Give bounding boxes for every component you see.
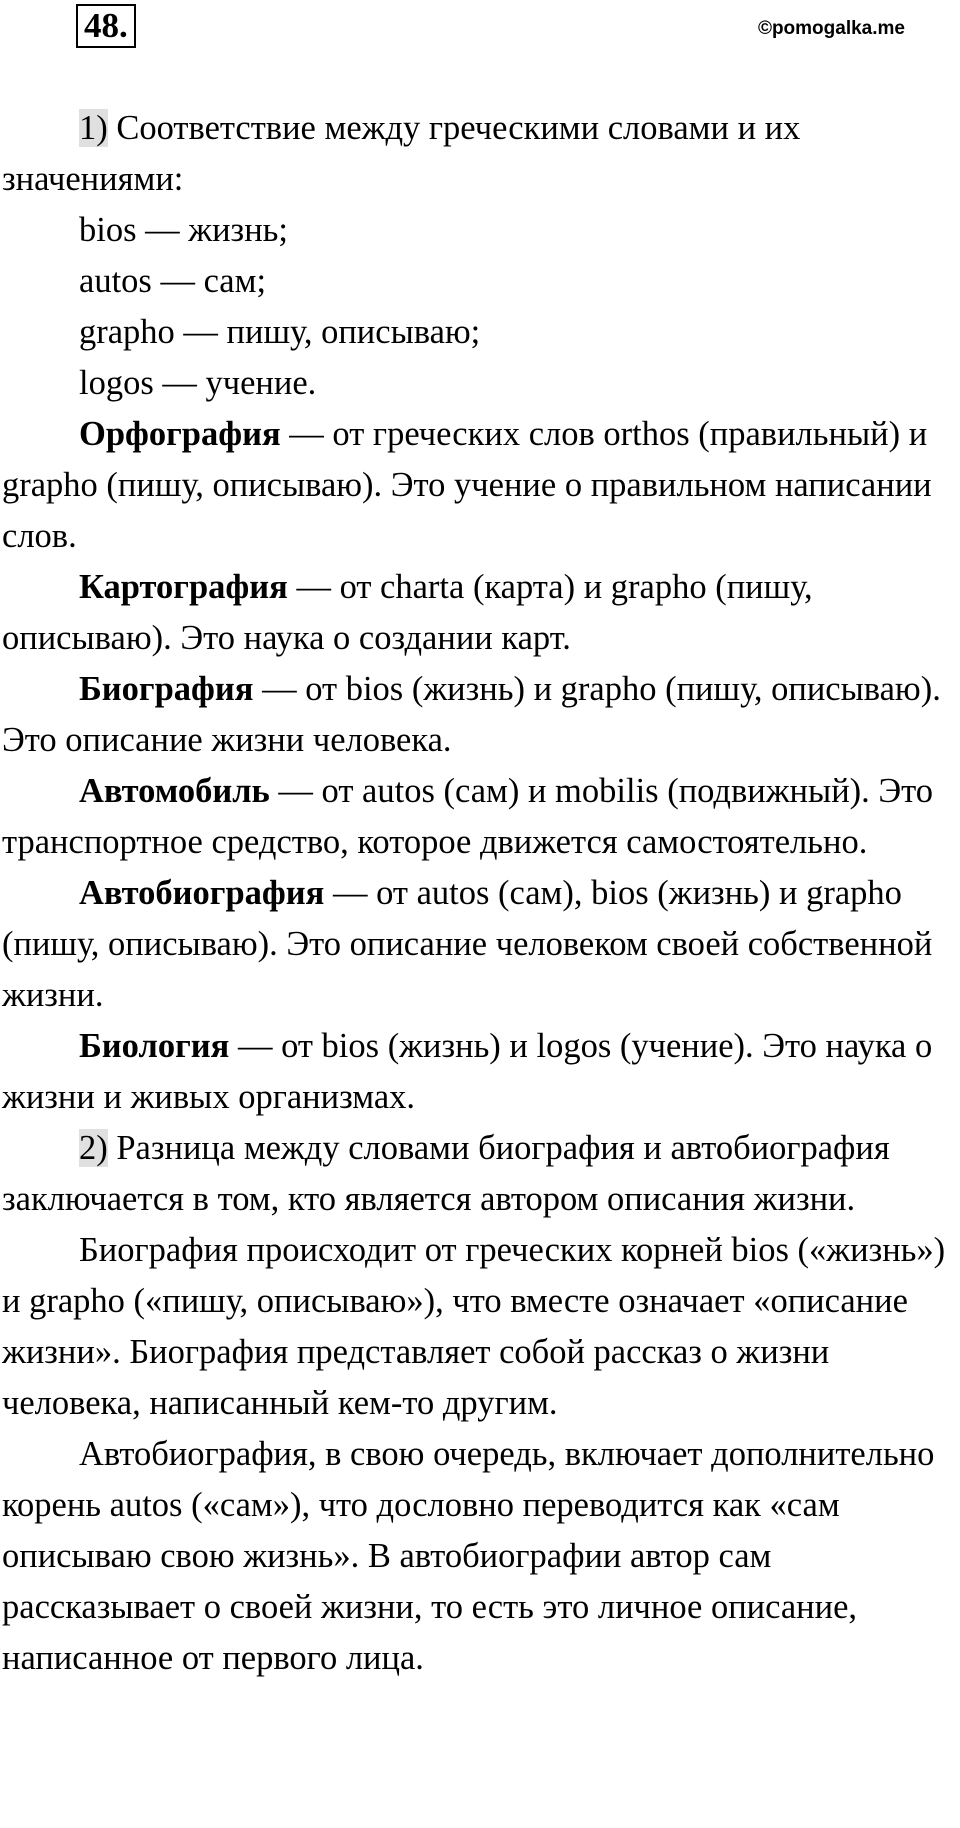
site-watermark: ©pomogalka.me xyxy=(757,18,905,39)
part2-intro: 2) Разница между словами биография и автобиография заключается в том, кто является автором описания жизни. xyxy=(2,1129,890,1218)
term-orthography: Орфография — от греческих слов orthos (правильный) и grapho (пишу, описываю). Это учение о правильном написании слов. xyxy=(2,415,932,555)
term-autobiography: Автобиография — от autos (сам), bios (жизнь) и grapho (пишу, описываю). Это описание человеком своей собственной жизни. xyxy=(2,874,933,1014)
term-cartography: Картография — от charta (карта) и grapho (пишу, описываю). Это наука о создании карт. xyxy=(2,568,813,657)
part1-intro: 1) Соответствие между греческими словами и их значениями: xyxy=(2,109,801,198)
term-biography: Биография — от bios (жизнь) и grapho (пишу, описываю). Это описание жизни человека. xyxy=(2,670,941,759)
term-label: Орфография xyxy=(79,415,281,453)
part2-marker: 2) xyxy=(79,1129,108,1167)
term-label: Биология xyxy=(79,1027,230,1065)
task-number: 48. xyxy=(76,4,136,48)
paragraph-biography: Биография происходит от греческих корней bios («жизнь») и grapho («пишу, описываю»), что вместе означает «описание жизни». Биография представляет собой рассказ о жизни человека, написанный кем-то другим. xyxy=(2,1231,946,1422)
word-meaning-logos: logos — учение. xyxy=(79,364,317,402)
term-biology: Биология — от bios (жизнь) и logos (учение). Это наука о жизни и живых организмах. xyxy=(2,1027,933,1116)
term-automobile: Автомобиль — от autos (сам) и mobilis (подвижный). Это транспортное средство, которое движется самостоятельно. xyxy=(2,772,934,861)
word-meaning-bios: bios — жизнь; xyxy=(79,211,288,249)
term-label: Автомобиль xyxy=(79,772,270,810)
term-label: Биография xyxy=(79,670,254,708)
answer-text xyxy=(2,103,958,1684)
part1-marker: 1) xyxy=(79,109,108,147)
paragraph-autobiography: Автобиография, в свою очередь, включает дополнительно корень autos («сам»), что дословно переводится как «сам описываю свою жизнь». В автобиографии автор сам рассказывает о своей жизни, то есть это личное описание, написанное от первого лица. xyxy=(2,1435,935,1677)
term-label: Автобиография xyxy=(79,874,325,912)
term-label: Картография xyxy=(79,568,288,606)
word-meaning-grapho: grapho — пишу, описываю; xyxy=(79,313,481,351)
word-meaning-autos: autos — сам; xyxy=(79,262,267,300)
